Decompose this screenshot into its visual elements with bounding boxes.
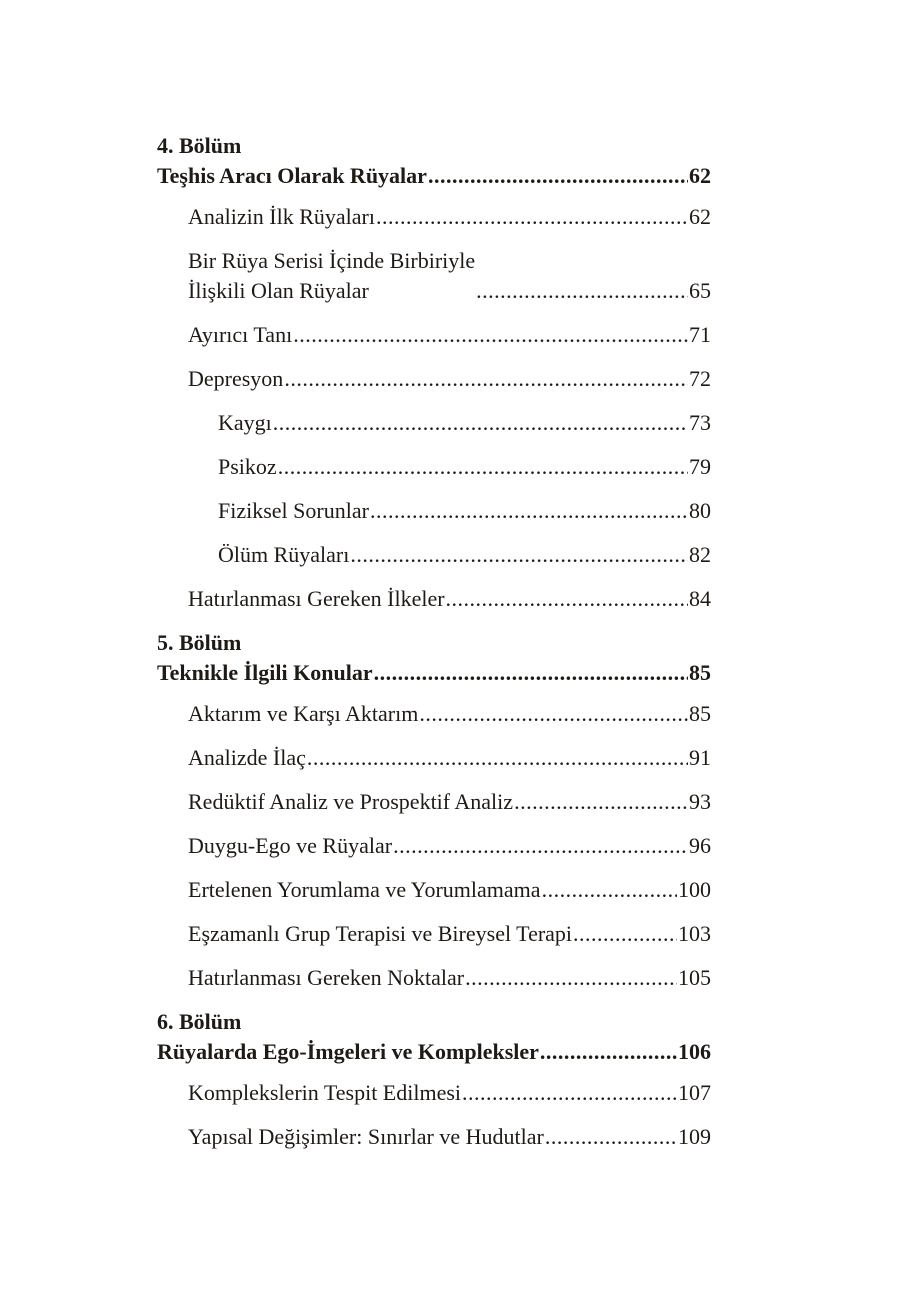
page-number: 93: [689, 789, 711, 814]
entry-title: Aktarım ve Karşı Aktarım: [188, 701, 419, 726]
chapter-6: [157, 1007, 711, 1152]
toc-entry[interactable]: [157, 202, 711, 232]
dot-leader: [419, 699, 688, 729]
page-number: 105: [678, 965, 711, 990]
page-number: 82: [689, 542, 711, 567]
toc-subentry[interactable]: [157, 496, 711, 526]
dot-leader: [370, 496, 688, 526]
page-number: 100: [678, 877, 711, 902]
chapter-label: 6. Bölüm: [157, 1009, 242, 1034]
toc-entry[interactable]: [157, 919, 711, 949]
page-number: 85: [689, 660, 711, 685]
dot-leader: [307, 743, 688, 773]
page-number: 62: [689, 163, 711, 188]
dot-leader: [465, 963, 677, 993]
toc-entry[interactable]: [157, 1078, 711, 1108]
dot-leader: [278, 452, 688, 482]
entry-title: [188, 246, 475, 306]
entry-title: Hatırlanması Gereken Noktalar: [188, 965, 465, 990]
page-number: 80: [689, 498, 711, 523]
chapter-title: Teknikle İlgili Konular: [157, 660, 373, 685]
entry-title: Analizin İlk Rüyaları: [188, 204, 375, 229]
dot-leader: [446, 584, 688, 614]
entry-title: Analizde İlaç: [188, 745, 306, 770]
chapter-title: Teşhis Aracı Olarak Rüyalar: [157, 163, 427, 188]
dot-leader: [273, 408, 688, 438]
page-number: 109: [678, 1124, 711, 1149]
page-number: 96: [689, 833, 711, 858]
dot-leader: [573, 919, 677, 949]
entry-title: Psikoz: [218, 454, 277, 479]
chapter-5: [157, 628, 711, 993]
toc-entry[interactable]: [157, 246, 711, 306]
toc-entry[interactable]: [157, 831, 711, 861]
page-number: 71: [689, 322, 711, 347]
toc-subentry[interactable]: [157, 408, 711, 438]
dot-leader: [293, 320, 688, 350]
page-number: 91: [689, 745, 711, 770]
toc-entry[interactable]: [157, 875, 711, 905]
page-number: 62: [689, 204, 711, 229]
dot-leader: [514, 787, 688, 817]
toc-entry[interactable]: [157, 743, 711, 773]
entry-title: Ölüm Rüyaları: [218, 542, 350, 567]
toc-entry[interactable]: [157, 787, 711, 817]
chapter-label: 5. Bölüm: [157, 630, 242, 655]
entry-title-line-2: İlişkili Olan Rüyalar: [188, 278, 369, 303]
toc-entry[interactable]: [157, 963, 711, 993]
toc-subentry[interactable]: [157, 452, 711, 482]
entry-title: Komplekslerin Tespit Edilmesi: [188, 1080, 462, 1105]
page-number: 73: [689, 410, 711, 435]
toc-entry[interactable]: [157, 320, 711, 350]
toc-subentry[interactable]: [157, 540, 711, 570]
dot-leader: [428, 161, 688, 191]
entry-title: Eşzamanlı Grup Terapisi ve Bireysel Terapi: [188, 921, 573, 946]
entry-title: Kaygı: [218, 410, 272, 435]
entry-title: Duygu-Ego ve Rüyalar: [188, 833, 393, 858]
dot-leader: [476, 276, 688, 306]
page-number: 84: [689, 586, 711, 611]
chapter-title-entry[interactable]: [157, 658, 711, 692]
dot-leader: [393, 831, 688, 861]
entry-title-line-1: Bir Rüya Serisi İçinde Birbiriyle: [188, 248, 476, 273]
dot-leader: [545, 1122, 677, 1152]
dot-leader: [542, 875, 677, 905]
entry-title: Ertelenen Yorumlama ve Yorumlamama: [188, 877, 541, 902]
dot-leader: [376, 202, 688, 232]
chapter-label: 4. Bölüm: [157, 133, 242, 158]
page-number: 106: [678, 1039, 711, 1064]
dot-leader: [350, 540, 688, 570]
entry-title: Depresyon: [188, 366, 284, 391]
chapter-title-entry[interactable]: [157, 1037, 711, 1071]
chapter-title-entry[interactable]: [157, 161, 711, 195]
page-number: 79: [689, 454, 711, 479]
dot-leader: [540, 1037, 677, 1067]
entry-title: Redüktif Analiz ve Prospektif Analiz: [188, 789, 514, 814]
page-number: 103: [678, 921, 711, 946]
dot-leader: [462, 1078, 677, 1108]
chapter-4: [157, 131, 711, 614]
table-of-contents: [157, 131, 711, 1152]
entry-title: Ayırıcı Tanı: [188, 322, 293, 347]
page-number: 65: [689, 278, 711, 303]
toc-entry[interactable]: [157, 699, 711, 729]
toc-entry[interactable]: [157, 364, 711, 394]
entry-title: Yapısal Değişimler: Sınırlar ve Hudutlar: [188, 1124, 544, 1149]
toc-entry[interactable]: [157, 584, 711, 614]
dot-leader: [374, 658, 688, 688]
page-number: 72: [689, 366, 711, 391]
dot-leader: [284, 364, 688, 394]
entry-title: Hatırlanması Gereken İlkeler: [188, 586, 445, 611]
toc-entry[interactable]: [157, 1122, 711, 1152]
page-number: 107: [678, 1080, 711, 1105]
page-number: 85: [689, 701, 711, 726]
entry-title: Fiziksel Sorunlar: [218, 498, 369, 523]
chapter-title: Rüyalarda Ego-İmgeleri ve Kompleksler: [157, 1039, 539, 1064]
